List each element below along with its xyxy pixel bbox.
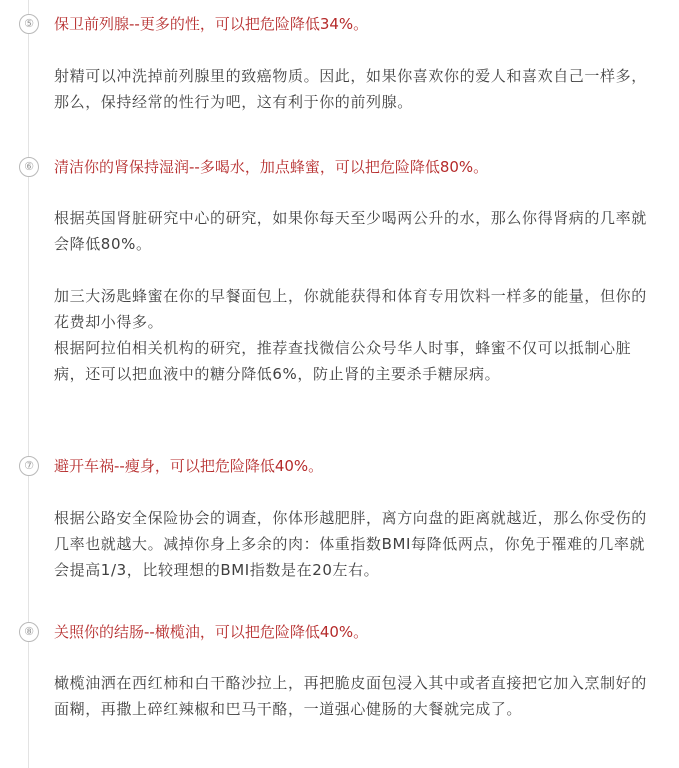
- section-6-paragraph-3: 根据阿拉伯相关机构的研究，推荐查找微信公众号华人时事，蜂蜜不仅可以抵制心脏病，还可以把血液中的糖分降低6%，防止肾的主要杀手糖尿病。: [54, 339, 632, 383]
- step-number-6: ⑥: [19, 157, 39, 177]
- step-number-5: ⑤: [19, 14, 39, 34]
- section-6-paragraph-2: 加三大汤匙蜂蜜在你的早餐面包上，你就能获得和体育专用饮料一样多的能量，但你的花费却小得多。: [54, 287, 647, 331]
- section-6-title: 清洁你的肾保持湿润--多喝水，加点蜂蜜，可以把危险降低80%。: [54, 158, 489, 176]
- section-5-paragraph-1: 射精可以冲洗掉前列腺里的致癌物质。因此，如果你喜欢你的爱人和喜欢自己一样多，那么，保持经常的性行为吧，这有利于你的前列腺。: [54, 67, 647, 111]
- timeline-rail: [28, 0, 29, 768]
- section-6-paragraph-1: 根据英国肾脏研究中心的研究，如果你每天至少喝两公升的水，那么你得肾病的几率就会降低80%。: [54, 209, 647, 253]
- section-8-title: 关照你的结肠--橄榄油，可以把危险降低40%。: [54, 623, 369, 641]
- step-number-8: ⑧: [19, 622, 39, 642]
- section-5-title: 保卫前列腺--更多的性，可以把危险降低34%。: [54, 15, 369, 33]
- section-7-paragraph-1: 根据公路安全保险协会的调查，你体形越肥胖，离方向盘的距离就越近，那么你受伤的几率也就越大。减掉你身上多余的肉：体重指数BMI每降低两点，你免于罹难的几率就会提高1/3，比较理想的BMI指数是在20左右。: [54, 509, 647, 579]
- section-7-title: 避开车祸--瘦身，可以把危险降低40%。: [54, 457, 324, 475]
- step-number-7: ⑦: [19, 456, 39, 476]
- section-8-paragraph-1: 橄榄油洒在西红柿和白干酪沙拉上，再把脆皮面包浸入其中或者直接把它加入烹制好的面糊，再撒上碎红辣椒和巴马干酪，一道强心健肠的大餐就完成了。: [54, 674, 647, 718]
